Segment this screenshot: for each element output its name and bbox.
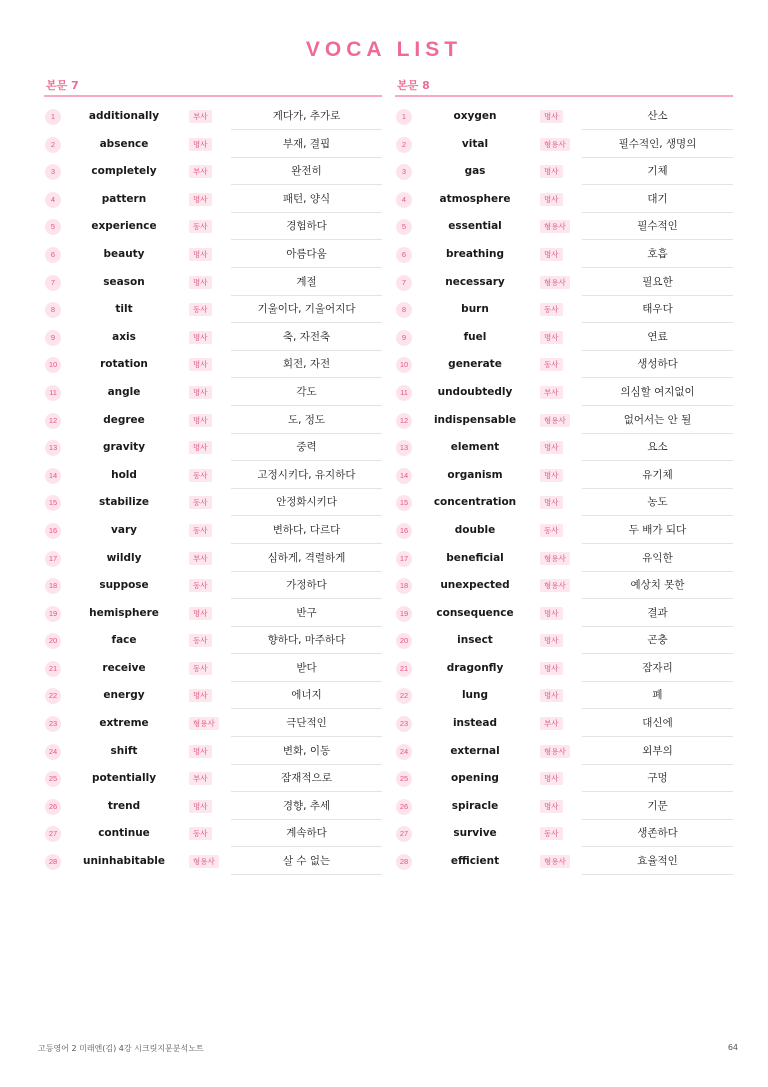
korean-meaning: 효율적인 <box>582 848 733 875</box>
vocab-row <box>395 351 733 379</box>
vocab-row <box>44 682 382 710</box>
english-word: necessary <box>445 275 505 288</box>
item-number: 11 <box>396 385 412 401</box>
section-passage-8 <box>395 77 733 876</box>
item-number: 27 <box>45 826 61 842</box>
korean-meaning: 계속하다 <box>231 820 382 847</box>
vocab-row <box>395 296 733 324</box>
item-number: 4 <box>45 192 61 208</box>
korean-meaning: 경험하다 <box>231 213 382 240</box>
english-word: indispensable <box>433 413 517 426</box>
english-word: face <box>111 634 137 647</box>
korean-meaning: 각도 <box>231 379 382 406</box>
item-number: 17 <box>396 551 412 567</box>
part-of-speech-badge: 동사 <box>189 496 212 509</box>
korean-meaning: 태우다 <box>582 296 733 323</box>
item-number: 4 <box>396 192 412 208</box>
item-number: 20 <box>45 633 61 649</box>
korean-meaning: 도, 정도 <box>231 407 382 434</box>
english-word: experience <box>91 220 157 233</box>
english-word: trend <box>107 799 141 812</box>
vocab-row <box>44 103 382 131</box>
vocab-row <box>395 213 733 241</box>
vocab-row <box>44 296 382 324</box>
english-word: degree <box>103 413 145 426</box>
vocab-row <box>44 407 382 435</box>
english-word: potentially <box>91 772 157 785</box>
item-number: 19 <box>45 606 61 622</box>
section-passage-7 <box>44 77 382 876</box>
korean-meaning: 고정시키다, 유지하다 <box>231 462 382 489</box>
vocab-row <box>44 131 382 159</box>
korean-meaning: 계절 <box>231 269 382 296</box>
footer-book-title: 고등영어 2 미래엔(김) 4강 시크릿지문분석노트 <box>38 1044 204 1053</box>
part-of-speech-badge: 명사 <box>189 414 212 427</box>
korean-meaning: 기울이다, 기울어지다 <box>231 296 382 323</box>
part-of-speech-badge: 명사 <box>540 634 563 647</box>
vocab-row <box>44 820 382 848</box>
part-of-speech-badge: 형용사 <box>540 552 570 565</box>
korean-meaning: 연료 <box>582 324 733 351</box>
part-of-speech-badge: 형용사 <box>540 745 570 758</box>
korean-meaning: 곤충 <box>582 627 733 654</box>
vocab-row <box>395 462 733 490</box>
vocab-row <box>44 462 382 490</box>
part-of-speech-badge: 명사 <box>189 248 212 261</box>
english-word: beneficial <box>446 551 504 564</box>
vocab-row <box>395 572 733 600</box>
item-number: 2 <box>396 137 412 153</box>
english-word: undoubtedly <box>437 385 513 398</box>
english-word: vital <box>461 137 489 150</box>
item-number: 13 <box>45 440 61 456</box>
vocab-row <box>395 407 733 435</box>
part-of-speech-badge: 명사 <box>540 800 563 813</box>
english-word: vary <box>111 523 137 536</box>
item-number: 18 <box>396 578 412 594</box>
item-number: 26 <box>45 799 61 815</box>
vocab-row <box>395 241 733 269</box>
vocab-row <box>44 627 382 655</box>
part-of-speech-badge: 동사 <box>540 303 563 316</box>
korean-meaning: 외부의 <box>582 738 733 765</box>
english-word: concentration <box>433 496 517 509</box>
vocab-row <box>44 186 382 214</box>
item-number: 6 <box>45 247 61 263</box>
english-word: external <box>450 744 500 757</box>
item-number: 27 <box>396 826 412 842</box>
part-of-speech-badge: 동사 <box>189 662 212 675</box>
korean-meaning: 완전히 <box>231 158 382 185</box>
english-word: tilt <box>115 303 133 316</box>
part-of-speech-badge: 명사 <box>540 496 563 509</box>
part-of-speech-badge: 명사 <box>189 607 212 620</box>
korean-meaning: 에너지 <box>231 682 382 709</box>
english-word: wildly <box>106 551 142 564</box>
english-word: season <box>103 275 145 288</box>
item-number: 12 <box>396 413 412 429</box>
korean-meaning: 생존하다 <box>582 820 733 847</box>
part-of-speech-badge: 부사 <box>189 165 212 178</box>
vocab-row <box>44 269 382 297</box>
part-of-speech-badge: 명사 <box>540 165 563 178</box>
english-word: receive <box>102 661 146 674</box>
item-number: 8 <box>396 302 412 318</box>
english-word: hemisphere <box>89 606 159 619</box>
english-word: spiracle <box>451 799 499 812</box>
part-of-speech-badge: 명사 <box>189 800 212 813</box>
item-number: 8 <box>45 302 61 318</box>
item-number: 7 <box>396 275 412 291</box>
section-title: 본문 7 <box>46 79 79 92</box>
part-of-speech-badge: 명사 <box>189 745 212 758</box>
part-of-speech-badge: 명사 <box>540 469 563 482</box>
english-word: efficient <box>450 855 500 868</box>
vocab-list <box>44 103 382 876</box>
item-number: 28 <box>45 854 61 870</box>
item-number: 16 <box>45 523 61 539</box>
item-number: 16 <box>396 523 412 539</box>
section-divider <box>395 95 733 97</box>
part-of-speech-badge: 명사 <box>540 193 563 206</box>
korean-meaning: 중력 <box>231 434 382 461</box>
part-of-speech-badge: 명사 <box>189 193 212 206</box>
part-of-speech-badge: 동사 <box>189 303 212 316</box>
part-of-speech-badge: 명사 <box>540 110 563 123</box>
english-word: lung <box>461 689 489 702</box>
english-word: pattern <box>101 192 147 205</box>
part-of-speech-badge: 동사 <box>540 827 563 840</box>
korean-meaning: 산소 <box>582 103 733 130</box>
korean-meaning: 필수적인 <box>582 213 733 240</box>
part-of-speech-badge: 명사 <box>540 689 563 702</box>
vocab-row <box>44 241 382 269</box>
vocab-row <box>395 820 733 848</box>
part-of-speech-badge: 형용사 <box>189 717 219 730</box>
item-number: 7 <box>45 275 61 291</box>
part-of-speech-badge: 명사 <box>189 138 212 151</box>
vocab-row <box>395 269 733 297</box>
english-word: dragonfly <box>446 661 504 674</box>
section-title: 본문 8 <box>397 79 430 92</box>
item-number: 5 <box>396 219 412 235</box>
english-word: stabilize <box>99 496 149 509</box>
vocab-row <box>395 600 733 628</box>
vocab-row <box>395 434 733 462</box>
part-of-speech-badge: 명사 <box>189 689 212 702</box>
korean-meaning: 반구 <box>231 600 382 627</box>
item-number: 21 <box>45 661 61 677</box>
english-word: double <box>454 523 496 536</box>
vocab-row <box>44 572 382 600</box>
vocab-row <box>44 765 382 793</box>
english-word: energy <box>103 689 145 702</box>
korean-meaning: 유익한 <box>582 545 733 572</box>
vocab-row <box>395 186 733 214</box>
english-word: consequence <box>436 606 514 619</box>
english-word: atmosphere <box>439 192 511 205</box>
vocab-row <box>395 103 733 131</box>
vocab-row <box>395 489 733 517</box>
item-number: 12 <box>45 413 61 429</box>
english-word: oxygen <box>453 110 497 122</box>
item-number: 20 <box>396 633 412 649</box>
vocab-row <box>44 158 382 186</box>
korean-meaning: 대기 <box>582 186 733 213</box>
english-word: completely <box>91 165 157 178</box>
part-of-speech-badge: 명사 <box>189 358 212 371</box>
vocab-row <box>395 655 733 683</box>
item-number: 3 <box>45 164 61 180</box>
english-word: continue <box>98 827 150 840</box>
korean-meaning: 변화, 이동 <box>231 738 382 765</box>
vocab-row <box>395 545 733 573</box>
english-word: breathing <box>446 247 504 260</box>
item-number: 2 <box>45 137 61 153</box>
vocab-row <box>44 848 382 876</box>
korean-meaning: 패턴, 양식 <box>231 186 382 213</box>
item-number: 9 <box>45 330 61 346</box>
english-word: uninhabitable <box>82 855 166 868</box>
korean-meaning: 필요한 <box>582 269 733 296</box>
english-word: angle <box>107 385 141 398</box>
item-number: 26 <box>396 799 412 815</box>
item-number: 5 <box>45 219 61 235</box>
part-of-speech-badge: 동사 <box>189 524 212 537</box>
part-of-speech-badge: 형용사 <box>540 220 570 233</box>
korean-meaning: 아름다움 <box>231 241 382 268</box>
vocab-row <box>395 517 733 545</box>
korean-meaning: 극단적인 <box>231 710 382 737</box>
vocab-row <box>44 545 382 573</box>
korean-meaning: 잠재적으로 <box>231 765 382 792</box>
part-of-speech-badge: 형용사 <box>540 579 570 592</box>
korean-meaning: 부재, 결핍 <box>231 131 382 158</box>
korean-meaning: 필수적인, 생명의 <box>582 131 733 158</box>
page-title: VOCA LIST <box>305 38 463 61</box>
section-divider <box>44 95 382 97</box>
part-of-speech-badge: 명사 <box>540 248 563 261</box>
korean-meaning: 호흡 <box>582 241 733 268</box>
korean-meaning: 변하다, 다르다 <box>231 517 382 544</box>
korean-meaning: 기문 <box>582 793 733 820</box>
english-word: gravity <box>102 441 146 454</box>
vocab-row <box>44 351 382 379</box>
vocab-row <box>395 738 733 766</box>
item-number: 15 <box>396 495 412 511</box>
vocab-row <box>44 434 382 462</box>
vocab-row <box>44 213 382 241</box>
part-of-speech-badge: 명사 <box>189 331 212 344</box>
english-word: suppose <box>99 579 149 592</box>
part-of-speech-badge: 동사 <box>189 827 212 840</box>
vocab-row <box>395 324 733 352</box>
english-word: extreme <box>99 717 149 730</box>
english-word: generate <box>448 358 502 371</box>
korean-meaning: 결과 <box>582 600 733 627</box>
part-of-speech-badge: 명사 <box>189 441 212 454</box>
english-word: survive <box>453 827 497 840</box>
item-number: 19 <box>396 606 412 622</box>
part-of-speech-badge: 부사 <box>540 717 563 730</box>
item-number: 14 <box>45 468 61 484</box>
english-word: instead <box>452 717 498 730</box>
vocab-list <box>395 103 733 876</box>
vocab-row <box>44 600 382 628</box>
part-of-speech-badge: 부사 <box>540 386 563 399</box>
part-of-speech-badge: 동사 <box>540 524 563 537</box>
korean-meaning: 없어서는 안 될 <box>582 407 733 434</box>
part-of-speech-badge: 명사 <box>540 607 563 620</box>
item-number: 25 <box>45 771 61 787</box>
item-number: 28 <box>396 854 412 870</box>
english-word: essential <box>448 220 502 233</box>
korean-meaning: 유기체 <box>582 462 733 489</box>
part-of-speech-badge: 부사 <box>189 552 212 565</box>
vocab-row <box>395 710 733 738</box>
part-of-speech-badge: 부사 <box>189 772 212 785</box>
english-word: opening <box>451 772 499 785</box>
part-of-speech-badge: 명사 <box>189 386 212 399</box>
english-word: gas <box>464 165 486 178</box>
item-number: 11 <box>45 385 61 401</box>
korean-meaning: 구멍 <box>582 765 733 792</box>
item-number: 1 <box>396 109 412 125</box>
vocab-row <box>44 324 382 352</box>
english-word: axis <box>112 330 136 343</box>
vocab-row <box>44 379 382 407</box>
english-word: rotation <box>100 358 148 371</box>
item-number: 25 <box>396 771 412 787</box>
korean-meaning: 가정하다 <box>231 572 382 599</box>
korean-meaning: 예상치 못한 <box>582 572 733 599</box>
vocab-row <box>395 131 733 159</box>
korean-meaning: 축, 자전축 <box>231 324 382 351</box>
part-of-speech-badge: 동사 <box>189 579 212 592</box>
part-of-speech-badge: 명사 <box>540 441 563 454</box>
item-number: 22 <box>396 688 412 704</box>
english-word: unexpected <box>440 579 510 592</box>
vocab-row <box>44 738 382 766</box>
vocab-row <box>395 627 733 655</box>
korean-meaning: 기체 <box>582 158 733 185</box>
korean-meaning: 경향, 추세 <box>231 793 382 820</box>
part-of-speech-badge: 부사 <box>189 110 212 123</box>
part-of-speech-badge: 동사 <box>189 634 212 647</box>
korean-meaning: 심하게, 격렬하게 <box>231 545 382 572</box>
part-of-speech-badge: 동사 <box>189 220 212 233</box>
korean-meaning: 받다 <box>231 655 382 682</box>
part-of-speech-badge: 동사 <box>540 358 563 371</box>
korean-meaning: 회전, 자전 <box>231 351 382 378</box>
item-number: 21 <box>396 661 412 677</box>
part-of-speech-badge: 명사 <box>540 331 563 344</box>
item-number: 23 <box>45 716 61 732</box>
english-word: shift <box>110 744 138 757</box>
vocab-row <box>44 517 382 545</box>
vocab-row <box>44 655 382 683</box>
part-of-speech-badge: 명사 <box>540 662 563 675</box>
korean-meaning: 요소 <box>582 434 733 461</box>
english-word: beauty <box>103 247 145 260</box>
item-number: 24 <box>396 744 412 760</box>
vocab-row <box>395 682 733 710</box>
item-number: 10 <box>396 357 412 373</box>
item-number: 6 <box>396 247 412 263</box>
item-number: 14 <box>396 468 412 484</box>
english-word: insect <box>457 634 493 647</box>
page-number: 64 <box>727 1043 738 1052</box>
english-word: organism <box>447 468 503 481</box>
item-number: 24 <box>45 744 61 760</box>
part-of-speech-badge: 동사 <box>189 469 212 482</box>
korean-meaning: 농도 <box>582 489 733 516</box>
vocab-row <box>395 158 733 186</box>
vocab-row <box>395 848 733 876</box>
item-number: 13 <box>396 440 412 456</box>
korean-meaning: 게다가, 추가로 <box>231 103 382 130</box>
vocab-row <box>395 765 733 793</box>
item-number: 10 <box>45 357 61 373</box>
vocab-row <box>44 793 382 821</box>
part-of-speech-badge: 형용사 <box>540 276 570 289</box>
part-of-speech-badge: 명사 <box>189 276 212 289</box>
part-of-speech-badge: 형용사 <box>540 414 570 427</box>
english-word: burn <box>461 303 489 316</box>
korean-meaning: 두 배가 되다 <box>582 517 733 544</box>
english-word: hold <box>111 468 137 481</box>
item-number: 22 <box>45 688 61 704</box>
korean-meaning: 잠자리 <box>582 655 733 682</box>
item-number: 17 <box>45 551 61 567</box>
english-word: additionally <box>88 110 160 122</box>
part-of-speech-badge: 명사 <box>540 772 563 785</box>
item-number: 23 <box>396 716 412 732</box>
english-word: element <box>450 441 500 454</box>
english-word: absence <box>99 137 149 150</box>
korean-meaning: 의심할 여지없이 <box>582 379 733 406</box>
item-number: 1 <box>45 109 61 125</box>
item-number: 15 <box>45 495 61 511</box>
korean-meaning: 안정화시키다 <box>231 489 382 516</box>
korean-meaning: 대신에 <box>582 710 733 737</box>
item-number: 18 <box>45 578 61 594</box>
english-word: fuel <box>463 330 487 343</box>
vocab-row <box>395 793 733 821</box>
part-of-speech-badge: 형용사 <box>540 138 570 151</box>
item-number: 9 <box>396 330 412 346</box>
korean-meaning: 살 수 없는 <box>231 848 382 875</box>
part-of-speech-badge: 형용사 <box>540 855 570 868</box>
vocab-row <box>395 379 733 407</box>
part-of-speech-badge: 형용사 <box>189 855 219 868</box>
item-number: 3 <box>396 164 412 180</box>
korean-meaning: 폐 <box>582 682 733 709</box>
vocab-row <box>44 710 382 738</box>
korean-meaning: 향하다, 마주하다 <box>231 627 382 654</box>
korean-meaning: 생성하다 <box>582 351 733 378</box>
vocab-row <box>44 489 382 517</box>
